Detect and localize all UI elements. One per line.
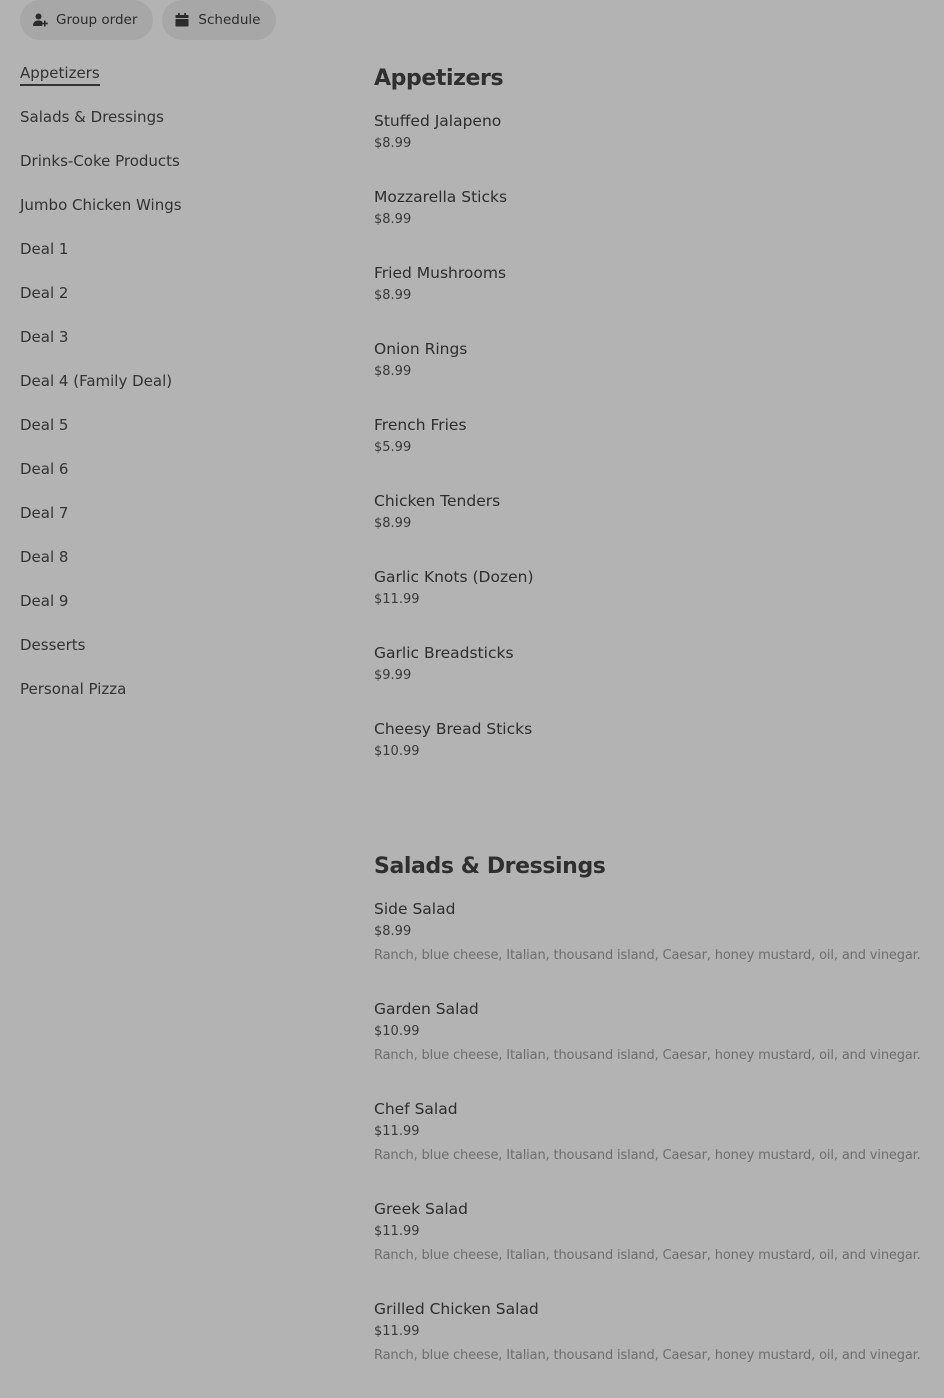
sidebar-item-label: Deal 5	[20, 416, 69, 434]
item-price: $11.99	[374, 1324, 420, 1339]
sidebar-item-deal-3[interactable]	[20, 326, 320, 370]
item-name: Side Salad	[374, 900, 456, 918]
order-options-bar	[20, 0, 276, 40]
sidebar-item-personal-pizza[interactable]	[20, 678, 320, 722]
item-name: Chef Salad	[374, 1100, 458, 1118]
section-salads-dressings	[374, 852, 934, 1398]
item-name: Garden Salad	[374, 1000, 479, 1018]
item-price: $8.99	[374, 212, 412, 227]
item-price: $8.99	[374, 364, 412, 379]
menu-item[interactable]	[374, 110, 934, 186]
menu-item[interactable]	[374, 1198, 934, 1298]
item-price: $11.99	[374, 1224, 420, 1239]
sidebar-item-desserts[interactable]	[20, 634, 320, 678]
item-name: Greek Salad	[374, 1200, 468, 1218]
sidebar-item-label: Deal 1	[20, 240, 69, 258]
sidebar-item-salads-dressings[interactable]	[20, 106, 320, 150]
item-description: Ranch, blue cheese, Italian, thousand island, Caesar, honey mustard, oil, and vinegar.	[374, 1148, 921, 1163]
item-name: Onion Rings	[374, 340, 468, 358]
sidebar-item-deal-4[interactable]	[20, 370, 320, 414]
sidebar-item-appetizers[interactable]	[20, 62, 320, 106]
menu-item[interactable]	[374, 186, 934, 262]
sidebar-item-label: Jumbo Chicken Wings	[20, 196, 182, 214]
sidebar-item-deal-6[interactable]	[20, 458, 320, 502]
sidebar-item-drinks-coke-products[interactable]	[20, 150, 320, 194]
item-price: $10.99	[374, 1024, 420, 1039]
sidebar-item-deal-5[interactable]	[20, 414, 320, 458]
sidebar-item-label: Salads & Dressings	[20, 108, 164, 126]
menu-item[interactable]	[374, 998, 934, 1098]
menu-item[interactable]	[374, 262, 934, 338]
sidebar-item-deal-8[interactable]	[20, 546, 320, 590]
item-price: $8.99	[374, 136, 412, 151]
item-description: Ranch, blue cheese, Italian, thousand island, Caesar, honey mustard, oil, and vinegar.	[374, 1348, 921, 1363]
sidebar-item-label: Deal 8	[20, 548, 69, 566]
item-name: Garlic Knots (Dozen)	[374, 568, 534, 586]
sidebar-item-label: Deal 3	[20, 328, 69, 346]
sidebar-item-deal-9[interactable]	[20, 590, 320, 634]
item-name: French Fries	[374, 416, 467, 434]
item-description: Ranch, blue cheese, Italian, thousand island, Caesar, honey mustard, oil, and vinegar.	[374, 1248, 921, 1263]
sidebar-item-label: Personal Pizza	[20, 680, 127, 698]
item-price: $8.99	[374, 924, 412, 939]
sidebar-item-label: Deal 4 (Family Deal)	[20, 372, 173, 390]
menu-item[interactable]	[374, 490, 934, 566]
item-description: Ranch, blue cheese, Italian, thousand island, Caesar, honey mustard, oil, and vinegar.	[374, 1048, 921, 1063]
category-sidebar	[20, 62, 320, 722]
item-price: $10.99	[374, 744, 420, 759]
person-add-icon	[32, 12, 48, 28]
menu-item[interactable]	[374, 642, 934, 718]
sidebar-item-label: Desserts	[20, 636, 86, 654]
item-name: Chicken Tenders	[374, 492, 501, 510]
menu-item[interactable]	[374, 1098, 934, 1198]
item-name: Stuffed Jalapeno	[374, 112, 502, 130]
menu-item[interactable]	[374, 1298, 934, 1398]
sidebar-item-label: Deal 6	[20, 460, 69, 478]
item-name: Cheesy Bread Sticks	[374, 720, 533, 738]
item-name: Grilled Chicken Salad	[374, 1300, 539, 1318]
sidebar-item-deal-2[interactable]	[20, 282, 320, 326]
menu-list	[374, 64, 934, 1398]
item-price: $9.99	[374, 668, 412, 683]
section-appetizers	[374, 64, 934, 794]
schedule-label: Schedule	[198, 12, 261, 28]
section-title: Appetizers	[374, 66, 504, 91]
item-description: Ranch, blue cheese, Italian, thousand island, Caesar, honey mustard, oil, and vinegar.	[374, 948, 921, 963]
sidebar-item-label: Deal 2	[20, 284, 69, 302]
item-price: $11.99	[374, 592, 420, 607]
item-price: $8.99	[374, 516, 412, 531]
group-order-button[interactable]	[20, 0, 153, 40]
sidebar-item-label: Deal 9	[20, 592, 69, 610]
item-price: $8.99	[374, 288, 412, 303]
menu-item[interactable]	[374, 898, 934, 998]
item-name: Mozzarella Sticks	[374, 188, 508, 206]
group-order-label: Group order	[56, 12, 138, 28]
sidebar-item-label: Appetizers	[20, 63, 100, 86]
sidebar-item-deal-1[interactable]	[20, 238, 320, 282]
section-divider	[374, 794, 934, 852]
section-title: Salads & Dressings	[374, 854, 606, 879]
item-name: Fried Mushrooms	[374, 264, 507, 282]
calendar-icon	[174, 12, 190, 28]
sidebar-item-deal-7[interactable]	[20, 502, 320, 546]
sidebar-item-label: Deal 7	[20, 504, 69, 522]
item-price: $11.99	[374, 1124, 420, 1139]
menu-item[interactable]	[374, 414, 934, 490]
menu-item[interactable]	[374, 718, 934, 794]
item-price: $5.99	[374, 440, 412, 455]
sidebar-item-jumbo-chicken-wings[interactable]	[20, 194, 320, 238]
item-name: Garlic Breadsticks	[374, 644, 514, 662]
menu-item[interactable]	[374, 338, 934, 414]
schedule-button[interactable]	[162, 0, 276, 40]
menu-item[interactable]	[374, 566, 934, 642]
sidebar-item-label: Drinks-Coke Products	[20, 152, 180, 170]
